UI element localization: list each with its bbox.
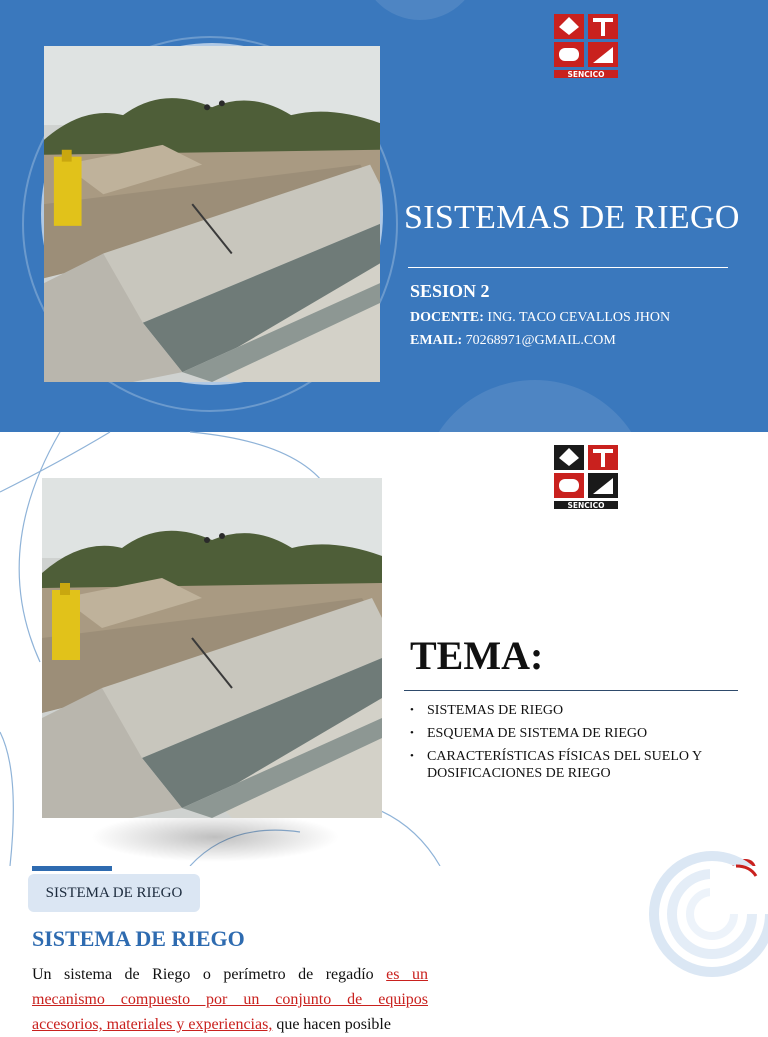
topic-item: • CARACTERÍSTICAS FÍSICAS DEL SUELO Y DOSIFICACIONES DE RIEGO [410, 748, 740, 782]
decorative-shape [360, 0, 480, 20]
canal-photo [42, 478, 382, 818]
email-line [410, 333, 616, 349]
topic-item: • SISTEMAS DE RIEGO [410, 702, 740, 719]
section-title: SISTEMA DE RIEGO [32, 926, 245, 951]
session-label: SESION 2 [410, 281, 490, 301]
sencico-logo [553, 13, 619, 79]
docente-label: DOCENTE: [410, 310, 484, 325]
title-slide [0, 0, 768, 432]
paragraph-text: que hacen posible [272, 1016, 391, 1033]
email-label: EMAIL: [410, 333, 463, 348]
divider [408, 267, 728, 268]
highlighted-text: es un mecanismo compuesto por un conjunto de equipos accesorios, materiales y experiencias, [32, 966, 429, 1033]
topics-slide [0, 432, 768, 866]
decorative-rings [640, 866, 768, 986]
accent-bar [32, 866, 112, 871]
logo-text: SENCICO [567, 501, 605, 510]
logo-text: SENCICO [567, 70, 605, 79]
presentation-title: SISTEMAS DE RIEGO [404, 198, 740, 236]
topic-heading: TEMA: [410, 633, 544, 678]
topic-list [410, 702, 740, 788]
canal-photo [44, 46, 380, 382]
sencico-logo [553, 444, 619, 510]
topic-item: • ESQUEMA DE SISTEMA DE RIEGO [410, 725, 740, 742]
photo-shadow [90, 812, 340, 862]
paragraph-text: Un sistema de Riego o perímetro de regadío [32, 966, 387, 983]
divider [404, 690, 738, 691]
docente-line [410, 310, 670, 326]
docente-value: ING. TACO CEVALLOS JHON [487, 310, 671, 325]
email-value[interactable]: 70268971@GMAIL.COM [465, 333, 616, 348]
section-chip: SISTEMA DE RIEGO [28, 874, 200, 912]
content-slide [0, 866, 768, 1033]
body-paragraph [32, 962, 428, 1037]
